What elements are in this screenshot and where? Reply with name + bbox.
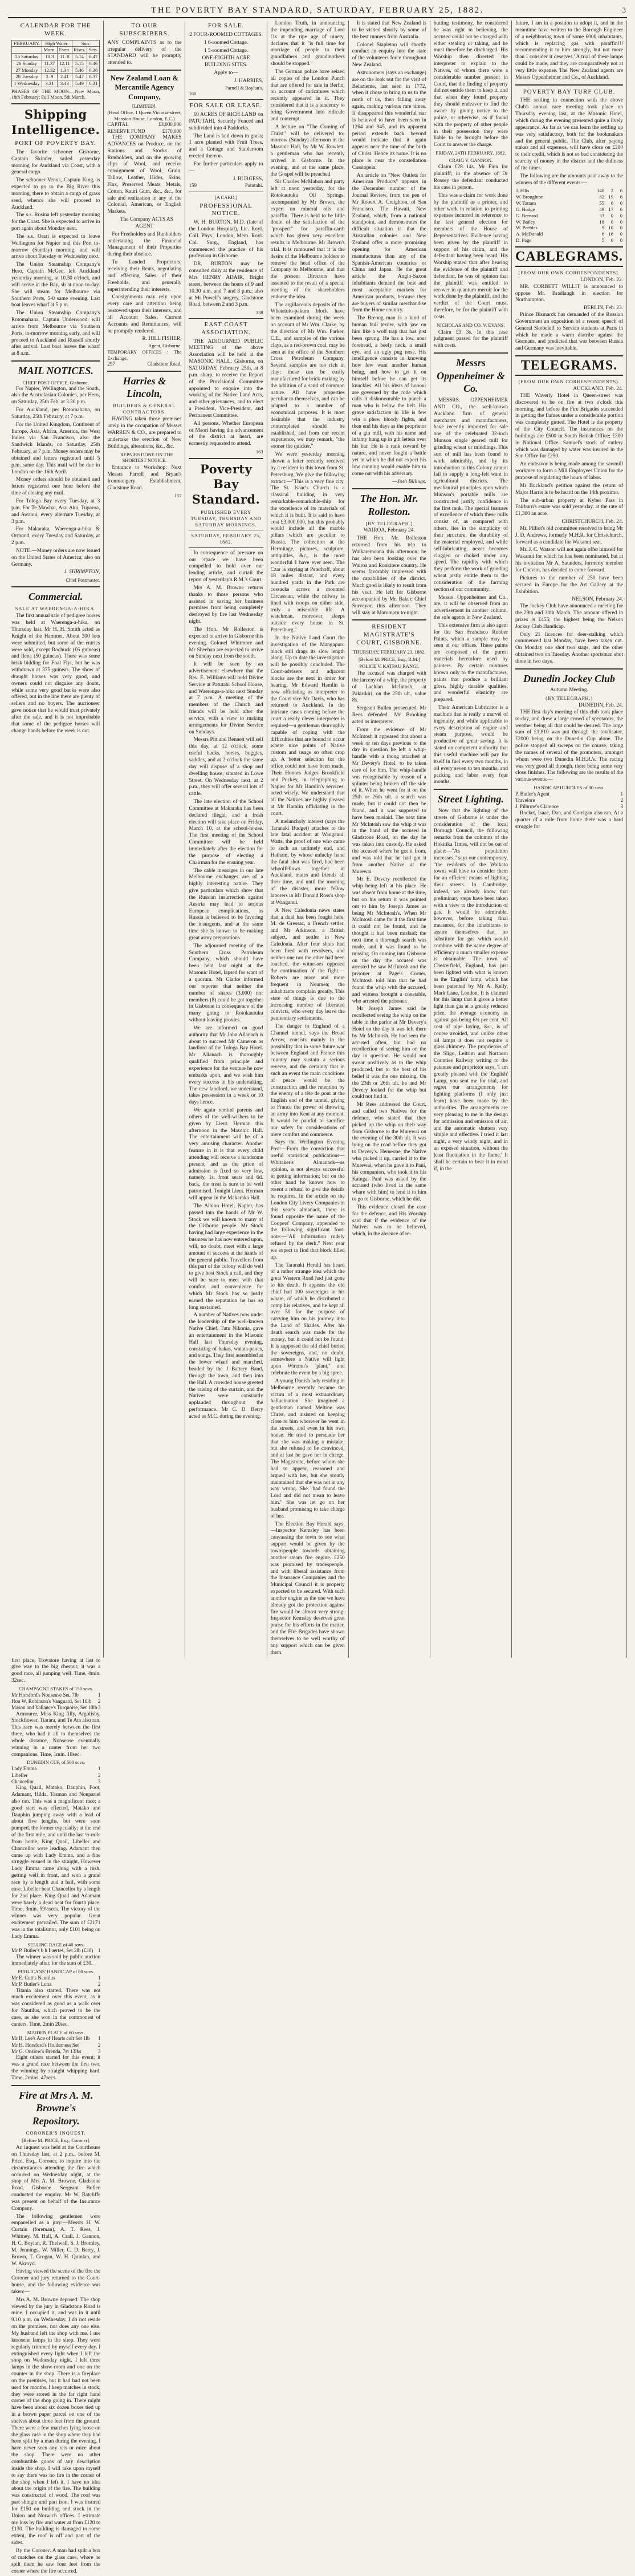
telegram-text: An endeavor is being made among the sawmill workmen to form a Mill Employees Union for the purpose of regulating the hours of labor. [515, 461, 623, 482]
dunedin-sub: Autumn Meeting. [515, 687, 623, 694]
mail-item: For the United Kingdom, Continent of Europe, Asia, Africa, America, the West Indies via San Francisco, also the Sandwich Islands, on Saturday, 25th February, at 7 p.m. Money orders may be obtained and letters registered until 5 p.m. same day. This mail will be due in London on the 16th April. [11, 422, 100, 476]
professional-text: DR. BURTON may be consulted daily at the residence of Mrs HENRY ADAIR, Bright street, between the hours of 9 and 10.30 a.m. and 7 and 8 p.m.; also at Mr Powell's surgery, Gladstone Road, between 2 and 3 p.m. [189, 261, 263, 309]
moon-phases: PHASES OF THE MOON.—New Moon, 18th February; Full Moon, 5th March. [11, 88, 100, 100]
column-3 [185, 21, 267, 1658]
court-text: From the evidence of Mr McIntosh it appeared that about a week or ten days previous to the day in question he left a whip-handle with a thong attached at Mr Devery's Hotel, to be taken care of for him. The whip-handle was recognisable by reason of a splinter being broken off the side of it. When he went for it on the 25th or 26th ult. a search was made, but it could not then be found, and it was supposed to have been mislaid. The next time Mr McIntosh saw the whip it was in the hand of the accused in Gladstone Road, on the day he was taken into custody. He asked the accused where he got it from, and was told that he had got it from another Native at the Murewai. [352, 727, 426, 876]
turf-club-text: The following are the amounts paid away to the winners of the different events:— [515, 173, 623, 187]
loan-agency-limited: [LIMITED]. [107, 103, 181, 109]
placing-row: Mr G. Onslow's Brenda, 7st 13lbs 3 [11, 2048, 100, 2055]
calendar-sub-header: Rises. [72, 47, 87, 54]
forsale-agent-addr: Parnell & Boylan's. [189, 85, 263, 91]
table-row: G. Hodge 49 17 6 [515, 206, 623, 213]
race-text: Eight others started for this event; it was a grand race between the first two, the winning by straight whipping hard. Time, 2mins. 47secs. [11, 2055, 100, 2082]
page-number: 3 [622, 6, 626, 15]
shipping-item: The s.s. Orari is expected to leave Wellington for Napier and this Port to-morrow (Sunday) morning, and will arrive about Tuesday or Wednesday next. [11, 234, 100, 261]
mail-heading: MAIL NOTICES. [11, 364, 100, 378]
column-1 [8, 21, 104, 1658]
street-lighting-heading: Street Lighting. [434, 793, 508, 806]
race-text: Armourer, Miss King filly, Argolisby, Stockfiower, Tiarara, and Te Ata also ran. This race was merely between the first three, who had it all to themselves the whole distance, Nonsense eventually winning in a canter from her two companions. Time, 1min. 18sec. [11, 1711, 100, 1759]
oppenheimer-text: Their American Lubricator is a machine that is really a marvel of ingenuity, and while applicable to every description of engine and steam purpose, would be productive of great saving. It is stated on competent authority that this useful machine will pay for itself in fuel every two months, in oil every seven to ten months, and packing and labor every four months. [434, 705, 508, 786]
cablegrams-sub: [FROM OUR OWN CORRESPONDENTS]. [515, 270, 623, 276]
standard-heading: Poverty Bay Standard. [189, 462, 263, 507]
telegram-text: Pictures to the number of 250 have been secured in Europe for the Art Gallery at the Exhibition. [515, 575, 623, 596]
calendar-row: 27 Monday 12.32 1.34 5.46 6.38 [12, 67, 100, 74]
placing-row: Mr P. Butler's Luna 2 [11, 1981, 100, 1987]
subscribers-notice: ANY COMPLAINTS as to the irregular delivery of the STANDARD will be promptly attended to. [107, 40, 181, 67]
inquest-heading: CORONER'S INQUEST. [11, 2130, 100, 2136]
forsale-lease-agent: J. BURGESS, [189, 176, 263, 183]
oppenheimer-text: MESSRS. OPPENHEIMER AND CO., the well-known Auckland firm of general merchants and manufacturers, have recently imported for sale one of the celebrated 32-inch Munson single geared mill for grinding wheat or middlings. This sort of mill has been found to work admirably, and by its introduction to this Colony cannot fail to supply a long-felt want in agricultural districts. The mechanical principles upon which Munson's portable mills are constructed justify confidence in the first rank. The special features of excellence of which these mills consist of, as compared with others, lies in the simplicity of their structure, the durability of the material employed, and while self-lubricating, never becomes clogged or choked under any speed. The rapidity with which they perform the work of grinding wheat justly entitle them to the consideration of the farming section of our community. [434, 397, 508, 593]
news-item: In the Native Land Court the investigation of the Mangapuru block still drags its slow length along. Up to date the investigation will be possibly concluded. The Court-advisers and adjacent blocks are the next in order for hearing. Mr Edward Hamlin is now officiating as interpreter to the Court vice Mr Davis, who has returned to Auckland. In the intricate cases coming before the court a really clever interpreter is required—a gentleman thoroughly capable of coping with the difficulties that are bound to occur where nice points of Native custom and usage so often crop up. A better selection for the office could not have been made. Their Honors Judges Brookfield and Puckey, in telegraphing to Napier for Mr Hamlin's services, acted wisely. We understand that all the Natives are highly pleased at Mr Hamlin officiating in the court. [271, 635, 345, 818]
shipping-item: The favorite schooner Gisborne, Captain Skinner, sailed yesterday morning for Auckland via Coast, with a general cargo. [11, 149, 100, 176]
loan-agent-title: Agent, Gisborne. [107, 343, 181, 349]
news-item: A melancholy interest (says the Taranaki Budget) attaches to the late fatal accident at Wanganui. Watts, the proof of one who came to such an untimely end, and Hatham, by whose unlucky hand the fatal shot was fired, had been schoolfellows together in Auckland, mates and friends all their time, and until the morning of the disaster, more fellow laborers in Mr Donald Ross's shop at Wanganui. [271, 819, 345, 907]
court-text: This evidence closed the case for the defence, and His Worship said that if the evidence of the Natives was to be believed, which, in the absence of re- [352, 1204, 426, 1238]
winners-table [515, 188, 623, 243]
table-row: D. Page 5 6 0 [515, 237, 623, 244]
table-row: A. McDonald 6 16 0 [515, 231, 623, 237]
news-item: London Truth, in announcing the impending marriage of Lord Ox at the ripe age of ninety, declares that it "is full time for marriage of people to their grandfathers and grandmothers should be stopped." [271, 21, 345, 68]
telegrams-sub: (FROM OUR OWN CORRESPONDENTS). [515, 379, 623, 385]
mail-item: For Auckland, per Rotomahana, on Saturday, 25th February, at 7 p.m. [11, 407, 100, 421]
calendar-row: 26 Sunday 11.37 12.11 5.15 6.46 [12, 60, 100, 67]
loan-agency-office: (Head Office, 1 Queen Victoria-street, Mansion House, London, E.C.) [107, 109, 181, 121]
mail-item: For Tologa Bay every Tuesday, at 3 p.m. For Te Mawhai, Aku Aku, Tuparoa, and Awanui, every alternate Tuesday, at 3 p.m. [11, 498, 100, 525]
news-item: The Breong man is a kind of human bull terrier, with jaw on him like a wolf trap that has just been sprung. He has a low, sour forehead, a beefy neck, a small eye, and an ugly pug nose. His intelligence consists in knowing how few want another human being, and how to get it on himself before he can get its knuckles. All his ideas of honour are governed by the code which calls it dishonourable to punch a man who is below the belt. His grave satisfaction in life is few win a phew bloody fights, and then end his days as the proprietor of a gin mill, with his name and infamy hung up in gilt letters over his bar. He is a rank coward by nature, and never fought a battle yet in which he did not expect his low cunning would enable him to come out with his adversary. [352, 315, 426, 477]
east-coast-text: THE ADJOURNED PUBLIC MEETING of the above Association will be held at the MASONIC HALL, Gisborne, on SATURDAY, February 25th, at 8 p.m. sharp, to receive the Report of the Provisional Committee appointed to enquire into the working of the Native Land Acts, and other grievances, and to elect a President, Vice-President, and Permanent Committee. [189, 339, 263, 420]
placing-row: Mr P. Butler's b h Laertes, Set 2lb (£30) 1 [11, 1948, 100, 1954]
harries-heading: Harries & Lincoln, [107, 375, 181, 400]
loan-address: 297 Gladstone Road. [107, 361, 181, 367]
news-item: Mrs A. M. Browne returns thanks to those persons who assisted in saving her business premises from being completely destroyed by fire last Wednesday night. [189, 585, 263, 626]
oppenheimer-text: This extensive firm is also agent for the San Francisco Rubber Paints, which a sample may be seen at our offices. These paints are composed of the purest materials heretofore used by painters. By certain mixtures known only to the manufacturers, paints that produce a brilliant gloss, highly durable qualities, and wonderful elasticity are prepared. [434, 623, 508, 704]
newspaper-title: THE POVERTY BAY STANDARD, SATURDAY, FEBRUARY 25, 1882. [8, 6, 627, 15]
table-row: G. Bernard 33 0 0 [515, 213, 623, 219]
telegram-place: CHRISTCHURCH, Feb. 24. [515, 519, 623, 526]
quote-attribution: —Josh Billings. [352, 479, 426, 486]
news-item: The cable messages in our late Melbourne exchanges are of a highly interesting nature. They give particulars which show that the Russian insurrection against Austria may lead to serious European complications, as Russia is believed to be favoring the insurgents, and at the same time she is known to be making great army preparations. [189, 868, 263, 942]
calendar-table [11, 40, 100, 87]
shipping-item: The Union Steamship Company's Hero, Captain McGee, left Auckland yesterday morning, at 10.30 o'clock, and will arrive in the Bay, sh at noon to-day. She will steam for Melbourne via Southern Ports, 5-0 same evening. Last boat leaves wharf at 5 p.m. [11, 262, 100, 309]
court-case: POLICE V. KATPAU RANGI. [352, 663, 426, 670]
news-item: The late election of the School Committee at Makaraka has been declared illegal, and a fresh election will take place on Friday, March 10, at the school-house. The first meeting of the School Committee will be held immediately after the election for the purpose of electing a Chairman for the ensuing year. [189, 799, 263, 866]
post-office: CHIEF POST OFFICE, Gisborne. [11, 380, 100, 386]
table-row: W. Bailey 18 0 0 [515, 219, 623, 225]
dunedin-heading: Dunedin Jockey Club [515, 672, 623, 685]
professional-text: W. H. BURTON, M.D. (late of the London Hospital), Lic. Royl. Coll. Phys., London; Mem. Royl. Col. Surg., England, has commenced the practice of his profession in Gisborne. [189, 220, 263, 260]
news-item: It is stated that New Zealand is to be visited shortly by some of the best runners from Australia. [352, 21, 426, 41]
forsale-line: 1 6-roomed Cottage. [189, 40, 263, 47]
oppenheimer-text: Messrs. Oppenheimer and Co., are, it will be observed from an advertisement in another column, the sole agents in New Zealand. [434, 595, 508, 622]
news-item: In consequence of pressure on our space we have been compelled to hold over our leading article, and curtail the report of yesterday's R.M.'s Court. [189, 550, 263, 584]
court-date: THURSDAY, FEBRUARY 23, 1882. [352, 649, 426, 655]
telegram-text: THE Waverly Hotel in Queen-street was discovered to be on fire at two o'clock this morning, and before the Fire Brigades succeeded in getting the flames under a considerable portion was completely gutted. The Hotel is the property of the City Council. The insurances on the buildings are £500 in South British Office; £300 in National Office. Samuel's stock of cutlery which was damaged by water was insured in the Sun Office for £250. [515, 393, 623, 460]
race-heading: CHAMPAGNE STAKES of 150 sovs. [11, 1686, 100, 1692]
shipping-port: PORT OF POVERTY BAY. [11, 140, 100, 148]
news-item: The Taranaki Herald has heard of a rather strange idea which the great Western Road had just gone to his death. It appears the old chief had 100 sovereigns in his whare, of which he distributed a comp his relatives, and he kept all over 50 for the purpose of carrying him on his journey into the Land of Shades. After his death search was made for the money, but it could not be found. It is supposed the old chief buried the sovereigns, and, no doubt, somewhere a Native will light upon Wiremu's "plant," and celebrate the event by a big spree. [271, 1263, 345, 1377]
news-item: We again remind parents and others of the well-wishers to be given by Lieut. Herman this afternoon in the Masonic Hall. The entertainment will be of a very amusing character. Another feature in it is that every child attending will receive a handsome present, and as the price of admission is fixed so very low, namely, 1s. front seats and 6d. back, the treat is sure to be well patronised. Tonight Lieut. Herman will appear in the Makaraka Hall. [189, 1108, 263, 1202]
forsale-agent: J. HARRIES, [189, 78, 263, 85]
telegram-text: Mr. J. C. Watson will not again offer himself for Wakanui for which he has been nominated, but at his invitation Mr A. Saunders, formerly member for Cheviot, has decided to come forward. [515, 547, 623, 574]
standard-date: SATURDAY, FEBRUARY 25, 1882. [189, 533, 263, 545]
dunedin-text: first place, Trovatore having at last to give way to the big chesnut; it was a good race, all jumping well. Time, 4min. 32sec. [11, 1658, 100, 1685]
news-item: Says the Wellington Evening Post:—From the conviction that useful statistical publications—Whitaker's Almanack—as opinion, is not always successful in getting information; but on the other hand he knows how to resent a refusal to give the details he requires. In the article on the London City Livery Companies in this year's almanack, there is found opposite the name of the Coopers' Company, appended to the following significant foot-note:—"All information rudely refused by the clerk." Next year we expect to find that block filled up. [271, 1139, 345, 1261]
harries-text: HAVING taken those premises lately in the occupation of Messrs WARREN & CO., are prepared to undertake the erection of New Buildings, alterations, &c., &c. [107, 416, 181, 450]
telegram-text: The sub-urban property at Kyber Pass in Fairburn's estate was sold yesterday, at the rate of £1,300 an acre. [515, 498, 623, 518]
race-text: The winner was sold by public auction immediately after, for the sum of £30. [11, 1954, 100, 1968]
cable-place: BERLIN, Feb. 23. [515, 305, 623, 312]
court-case: CRAIG V. GANNON. [434, 157, 508, 164]
calendar-water-header: High Water. [42, 40, 72, 47]
news-item: Colonel Stapleton will shortly conduct an enquiry into the state of the volunteers force throughout New Zealand. [352, 42, 426, 69]
fire-heading: Fire at Mrs A. M. Browne's Repository. [11, 2089, 100, 2128]
inquest-before: [Before M. PRICE, Esq., Coroner]. [11, 2137, 100, 2144]
professional-heading: PROFESSIONAL NOTICE. [189, 202, 263, 218]
shipping-heading: Shipping Intelligence. [11, 107, 100, 137]
telegrams-heading: TELEGRAMS. [515, 355, 623, 376]
court-text: butting testimony, he considered he was right in believing, the accused could not be charged with either stealing or taking, and he must therefore be discharged. His Worship then directed the interpreter to explain to the Natives, of whom there were a considerable number present in Court, that the finding of property did not entitle them to keep it, and that when they found property they should endeavor to find the owner by giving notice to the police, or otherwise, as if found with the property of other people in their possession they were liable to be brought before the Court to answer the charge. [434, 21, 508, 149]
calendar-row: 28 Tuesday 2. 9 2.41 5.47 6.37 [12, 74, 100, 80]
east-coast-text: All persons, Whether European or Maori having the advancement of the district at heart, are earnestly requested to attend. [189, 421, 263, 448]
table-row: W. Broughton 82 19 6 [515, 194, 623, 200]
loan-agency-text: The Company ACTS AS AGENT [107, 217, 181, 230]
news-item: The Election Bay Herald says:—Inspector Kemsley has been canvassing the town to see what support would be given by the townspeople towards obtaining another steam fire engine. £250 was promised by tradespeople, and with liberal assistance from the Insurance Companies and the Municipal Council it is properly expected to be secured. With such another engine as the one we have already got the protection against fire would be almost very strong. Inspector Kemsley deserves great praise for his efforts in the matter, and the Fire Brigades have shown themselves to be well worthy of any support which can be given them. [271, 1522, 345, 1657]
east-coast-number: 163 [189, 449, 263, 455]
calendar-sun-header: Sun. [72, 40, 100, 47]
news-item: The argillaceous deposits of the Whatatutu-pakura block have been examined during the week on account of Mr Wm. Clarke, by the direction of Mr Wm. Parker, C.E., and samples of the various clays, as a red-brown coal, may be seen at the office of the Southern Cross Petroleum Company. Several samples are too rich in clay; these can be easily manufactured for brick-making by the addition of a sand of common nature. All have properties peculiar to themselves, and can be adapted to a number of economical purposes. It is most desirable that the industry contemplated should be established, and from our recent experience, we may remark, "the sooner the quicker." [271, 302, 345, 451]
inquest-text: An inquest was held at the Courthouse on Thursday last, at 2 p.m., before M. Price, Esq., Coroner, to inquire into the circumstances attending the fire which occurred on Wednesday night, at the shop of Mrs A. M. Browne, Gladstone Road, Gisborne. Sergeant Bullen conducted the enquiry. Mr W. Ratcliffe was present on behalf of the Insurance Company. [11, 2145, 100, 2212]
court-text: Claim £28 14s. Mr Finn for plaintiff; in the absence of Dr Rossey the defendant conducted his case in person. [434, 164, 508, 191]
dunedin-text: THE first day's meeting of this club took place to-day, and drew a large crowd of spectators, the weather being all that could be desired. The large sum of £1,810 was put through the totalisator, £2000 being on the Dunedin Cup alone. The police stopped all sweeps on the course, taking the names of several of the promoters, amongst whom were two Dunedin M.H.R.'s. The racing was very good all through, there being some very close finishes. The following are the results of the various events:— [515, 709, 623, 784]
forsale-line: ONE-EIGHTH ACRE BUILDING SITES. [189, 55, 263, 69]
telegram-text: Mr Buckland's petition against the return of Major Harris is to be heard on the 14th proximo. [515, 483, 623, 497]
turf-club-text: THE settling in connection with the above Club's annual race meeting took place on Thursday evening last, at the Masonic Hotel, which during the evening presented quite a lively appearance. As far as we can learn the settling up was very satisfactory, both for the bookmakers and the general public. The Club, after paying stakes and all expenses, will have close on £300 to their credit, which is not so bad considering the scarcity of money in the district and the dullness of the times. [515, 98, 623, 172]
dunedin-telegraph: (BY TELEGRAPH.) [515, 695, 623, 701]
forsale-lease-heading: FOR SALE OR LEASE. [189, 102, 263, 110]
loan-agency-text: To Landed Proprietors, receiving their Rents, negotiating and effecting Sales of their Freeholds, and generally superintending their interests. [107, 259, 181, 293]
rolleston-sub: [BY TELEGRAPH.] [352, 521, 426, 527]
forsale-line: 2 FOUR-ROOMED COTTAGES. [189, 32, 263, 39]
telegram-text: Only 21 licences for deer-stalking which commenced last Monday, have been taken out. On Monday one shot two stags, and the other obtained two on Tuesday. Another sportsman shot three in two days. [515, 632, 623, 666]
cable-text: Prince Bismarck has demanded of the Russian Government an exposition of a recent speech of General Skobeleff to Servian students at Paris in which he made a warm diatribe against the Germans, and predicted that war between Russia and Germany was inevitable. [515, 312, 623, 352]
subscribers-heading: TO OUR SUBSCRIBERS. [107, 22, 181, 38]
telegram-place: AUCKLAND, Feb. 24. [515, 386, 623, 393]
news-item: A New Caledonia news states that a duel has been fought here. M. de Gressac, a French settler, and Mr Atkinson, a British subject, and settler in New Caledonia. After four shots had been fired with revolvers, and neither one nor the other had been touched, the witnesses opposed the continuation of the fight.—Roberts are more and more frequent in Noumea; the inhabitants complain greatly. This state of things is due to the increasing number of liberated convicts, who every day leave the penitentiary settlements. [271, 908, 345, 1023]
street-lighting-text: Now that the lighting of the streets of Gisborne is under the consideration of the local Borough Council, the following remarks from the columns of the Hokitika Times, will not be out of place:—"As population increases," says our contemporary, "the residents of the Waikato towns will have to consider them for an efficient means of lighting their streets. In Cambridge, indeed, we already know that preliminary steps have been taken with a view to the introduction of gas. It would be admirable, however, before taking final measures, for the inhabitants to assure themselves that no substitute for gas which would combine with the same degree of efficiency a much smaller expense is obtainable. The town of Chesterfield, England, has just been lighted with what is known as the 'English' lamp, which has been patented by Mr A. Kelly, Mark Lane, London. It is claimed for this lamp that it gives a better light than gas at a greatly reduced price, the average economy as against gas being 6¼ per cent. All cost of pipe laying, &c., is of course avoided, and unlike other oil lamps it does not require a glass chimney. The proprietors of the Sligo, Leitrim and Northern Counties Railway writing to the patentee and proprietor says, 'I am greatly pleased with the 'English' Lamp, you sent me for trial, and regret our arrangements for lighting platforms (I only just learn) have been made by the authorities. The arrangements are very pleasing to me in the design for admission and emission of air, and the automatic shutters very simple and effective. I tried it last night, a very windy night, and in an exposed situation, without the least fluctuation in the flame.' It shall be certain to bear it in mind if, in the [434, 808, 508, 1173]
calendar-sub-header: Morn. [42, 47, 57, 54]
placing-row: Mr Horsford's Nonsense Set. 7lb 1 [11, 1692, 100, 1698]
court-case: NICHOLAS AND CO. V. EVANS. [434, 322, 508, 328]
cablegrams-heading: CABLEGRAMS. [515, 246, 623, 267]
commercial-text: The first annual sale of pedigree horses was held at Waerenga-a-hika, on Thursday last. Mr H. H. Smith acted as Knight of the Hammer. About 300 lots were submitted, but some of the entries were sold, except Rochuck (£6 guineas) and Ilena (50 guineas). There was some brisk bidding for Foal Flyt, but he was withdrawn at 375 guineas. The show of draught horses was very good, and owners could not disguise any doubt, while some very good backs were also offered, but in the line there are plenty of sellers and no buyers. The auctioneer gave notice that he would trust privately after the sale, and it is not improbable that some of the pedigree horses will change hands before the week is out. [11, 613, 100, 735]
harries-repairs: REPAIRS DONE ON THE SHORTEST NOTICE. [107, 452, 181, 464]
calendar-row: 25 Saturday 10.3 11. 0 5.14 6.47 [12, 54, 100, 60]
masthead [8, 3, 627, 18]
loan-agency-heading: New Zealand Loan & Mercantile Agency Company, [107, 74, 181, 102]
placing-row: Libeller 2 [11, 1772, 100, 1779]
race-heading: HANDICAP HURDLES of 80 sovs. [515, 785, 623, 791]
professional-number: 138 [189, 310, 263, 316]
placing-row: Mr H. Horsford's Holderness Set 2 [11, 2042, 100, 2048]
column-2 [104, 21, 185, 1658]
forsale-lease-text: The Land is laid down in grass; 1 acre planted with Fruit Trees, and a Cottage and Stableroom erected thereon. [189, 133, 263, 160]
race-heading: PUBLICANS' HANDICAP of 80 sovs. [11, 1969, 100, 1975]
temporary-offices: TEMPORARY OFFICES : The Exchange, [107, 349, 181, 361]
standard-sub: PUBLISHED EVERY TUESDAY, THURSDAY AND SATURDAY MORNINGS. [189, 509, 263, 528]
calendar-sub-header: Sets. [87, 47, 100, 54]
forsale-lease-addr: 159 Patutahi. [189, 182, 263, 189]
inquest-text: Having viewed the scene of the fire the Coroner and jury returned to the Court-house, and the following evidence was taken:— [11, 2269, 100, 2295]
inquest-text: The following gentlemen were empanelled as a jury:—Messrs H. W. Curtain (foreman), A. T. Rees, J. Whitney, M. Hall, A. Crall, J. Gannon, H. C. Boylan, R. Thelwall, S. J. Bromley, M. Jennings, W. Miller, C. D. Berry, J. Brown, T. Grogan, W. H. Quinlan, and W. Akroyd. [11, 2214, 100, 2268]
court-text: Claim £3 3s. In this case judgment passed for the plaintiff with costs. [434, 330, 508, 350]
forsale-lease-text: 10 ACRES OF RICH LAND on PATUTAHI, Securely Fenced and subdivided into 4 Paddocks. [189, 112, 263, 132]
placing-row: P. Butler's Agent 1 [515, 791, 623, 797]
mail-item: For Napier, Wellington, and the South, also the Australasian Colonies, per Hero, on Saturday, 25th Feb, at 3.30 p.m. [11, 386, 100, 407]
placing-row: Chancellor 3 [11, 1779, 100, 1785]
calendar-month-header: FEBRUARY. [12, 40, 42, 47]
placing-row: Lady Emma 1 [11, 1766, 100, 1772]
news-item: A number of Natives now under the leadership of the well-known Native Chief, Tutu Nikonia, gave an entertainment in the Masonic Hall last Thursday evening, consisting of hakas, waiata-paoes, and songs. They first assembled at the lower wharf and marched, headed by the J Battery Band, through the town, and then into the Hall. A crowded house greeted the raising of the curtain, and the Natives were constantly applauded throughout the performance. Mr C. D. Berry acted as M.C. during the evening. [189, 1312, 263, 1421]
reserve-row: RESERVE FUND £170,000 [107, 128, 181, 135]
calendar-heading: CALENDAR FOR THE WEEK. [11, 22, 100, 38]
news-item: The adjourned meeting of the Southern Cross Petroleum Company, which should have been held last night at the Masonic Hotel, lapsed for want of a quorum. Mr Clarke informed our reporter that neither the number of shares (3,000) nor members (8) could be got together in Gisborne in consequence of the many going to Rotokautuku without leaving proxies. [189, 943, 263, 1024]
court-text: Mr Joseph James said he recollected seeing the whip on the table in the parlor at Mr Devery's Hotel on the day it was left there by Mr McIntosh. He had seen the accused often, but had no recollection of seeing him on the day in question. He would not swear positively as to the whip produced, but to the best of his belief it was the one missing. On the 23th or 26th ult. he and Mr Devery looked for the whip but could not find it. [352, 1006, 426, 1101]
placing-row: J. Pilbrow's Clarence 3 [515, 804, 623, 810]
table-row: W. Tattam 55 0 0 [515, 200, 623, 206]
commercial-subheading: SALE AT WAERENGA-A-HIKA. [11, 606, 100, 612]
inquest-text: Mrs A. M. Browne deposed: The shop viewed by the jury in Gladstone Road is mine. I occupied it, and was in it until 9.10 p.m. on Wednesday. I do not reside on the premises, nor does any one else. My husband left the shop with me. I use kerosene lamps in the shop. They were regularly trimmed by myself every day. I extinguished every light when I left the shop on Wednesday night. I left three lamps in the show-room and one on the counter in the shop. There is a fireplace on the premises, but it had had not been used for months. I keep matches in stock; they were stored in the far right hand corner of the shop going in. There might have been about six dozen boxes tied up in a brown paper parcel on one of the shelves about three feet from the ground. There were a few matches lying loose on the glass case in the shop where they had been split by a man during the evening. I have never seen any rats or mice about the shop. There were no other combustible goods of any description inside the shop. I will take upon myself to say there was no fire in the corner of the shop when I left it. I have no idea about the origin of the fire. The building was constructed of wood. The roof was part shingle and part iron. I was insured for £150 on building and stock in the Union and Norwich offices. I estimate my loss by fire and water at from £120 to £130. The building is damaged to some extent, the roof is off and part of the sides. [11, 2297, 100, 2547]
court-heading: RESIDENT MAGISTRATE'S COURT, GISBORNE. [352, 623, 426, 647]
column-6 [430, 21, 512, 1658]
table-row: W. Peebles 9 10 0 [515, 225, 623, 231]
commercial-heading: Commercial. [11, 590, 100, 603]
calendar-sub-header: Even. [58, 47, 72, 54]
rolleston-heading: The Hon. Mr. Rolleston. [352, 492, 426, 518]
court-text: Mr E. Devery recollected the whip being left at his place. He was absent from home at the time, but on his return it was pointed out to him by Joseph James as being Mr McIntosh's. When Mr McIntosh came for it the first time it could not be found, and he thought it had been mislaid; the next time a thorough search was made, and it was found to be missing. On coming into Gisborne on the day the accused was arrested he saw McIntosh and the prisoner at Page's Corner. McIntosh told him that he had found the whip with the accused, and witness brought a constable, who arrested the prisoner. [352, 877, 426, 1005]
rolleston-place: WAIROA, February 24. [352, 528, 426, 534]
street-lighting-text: future, I am in a position to adopt it, and in the meantime have written to the Borough Engineer of a neighboring town of some 6000 inhabitants, which is replacing gas with paraffin!!! recommending it to him strongly, but not more than I consider it deserves.' A trial of these lamps could be made, and they are comparatively not at very little expense. The New Zealand agents are Messrs Oppenheimer and Co., of Auckland. [515, 21, 623, 82]
race-text: Titania also started. There was not much excitement over this event, as it was considered as good as a walk over for Nautilus, which proved to be the case, as she won in the commonest of canters. Time, 2min 20sec. [11, 1988, 100, 2029]
race-text: King Quail, Matako, Dauphin, Foot, Adamant, Hilda, Tasman and Nonpariel also ran. This was a magnificent race; a good start was effected, Matako and Dauphin jumping away with a lead of about five lengths, but were soon pumped, the former especially; at the end of the first mile, and until the last ½-mile from home, King Quail, Libeller and Chancellor were leading. Adamant then came up with Lady Emma, and a fine struggle ensued in the straight. However Lady Emma came along with a rush, getting well in front, and won a grand race by a length and a half, with some ease. Libeller beat Chancellor by a length for 2nd place. King Quail and Adamant were barely a dead heat for fourth place. Time, 3min. 59½secs. The victory of the winner was very popular. Great excitement prevailed. The sum of £2171 was in the totalisator, only £101 being on Lady Emma. [11, 1785, 100, 1940]
column-8 [8, 1658, 104, 2576]
news-item: The German police have seized all copies of the London Punch that are offered for sale in Berlin, on account of caricatures which recently appeared in it. They considered that it is a tendency to bring Government into ridicule and contempt. [271, 69, 345, 123]
table-row: J. Ellis 140 2 6 [515, 188, 623, 194]
inquest-text: By the Coroner: A man had spilt a box of matches on the glass case, where he spilt them he saw four feet from the corner where the fire occurred. [11, 2548, 100, 2575]
news-item: We are informed on good authority that Mr John Allanach is about to succeed Mr Cameron as landlord of the Tologa Bay Hotel. Mr Allanach is thoroughly qualified from principle and experience for the venture he now embarks upon, and we wish him every success in his undertaking. The new landlord, we understand, takes possession in a week or 10 days hence. [189, 1025, 263, 1106]
forsale-line: Apply to— [189, 70, 263, 77]
court-date: FRIDAY, 24TH FEBRUARY, 1882. [434, 150, 508, 156]
placing-row: Mason and Vallance's Turquoise, Set 10lb 3 [11, 1705, 100, 1711]
news-item: We were yesterday morning shown a letter recently received by a resident in this town from St. Petersburg. We give the following extract:—"This is a very fine city. The St. Isaac's Church is a classical building in very remarkable-remarkable-ship for the excellence of its materials of which it is built. It is said to have cost £3,000,000, but this probably would include all the marble pillars which are peculiar to Russia. The collection at the Hermitage, pictures, sculpture, antiquities, &c., is the most wonderful I have ever seen. The Czar is staying at Peterhoff, about 18 miles distant, and every hundred yards in the Park are cossacks across a mounted Circassian, while the railway is lined with troops on either side, truly a miserable life. A watchman, moreover, sleeps outside every house in St. Petersburg." [271, 452, 345, 634]
news-item: A young Danish lady residing in Melbourne recently became the victim of a most extraordinary hallucination. She imagined a gentleman named Meltroe was Christ, and insisted on keeping close to him wherever he went in the streets, and even in his own house. He tried to persuade her that she was making a mistake, but she refused to be convinced, and at last he gave her in charge. The Magistrate, before whom she had to appear, reasoned and argued with her, but she stoutly maintained that she was not in any way wrong. She "had found the Lord and did not mean to leave him." She was let go on her husband promising to take charge of her. [271, 1378, 345, 1520]
news-item: An article on "New Outlets for American Products" appears in the December number of the Journal Review, from the pen of Mr Robert A. Creighton, of San Francisco. The Hawaii, New Zealand, which, from a national standpoint, and demonstrates the difficult situation is that the Australian colonies and New Zealand offer a more promising opening for American manufactures than any of the Spanish-American countries or China and Japan. He the great article the Anglo-Saxon inhabitants demand the best and most acceptable markets for American products, because they are buyers of similar merchandise from the Home country. [352, 173, 426, 315]
placing-row: Travelore 2 [515, 797, 623, 804]
placing-row: Mr B. Lee's Ace of Hearts colt Set 1lb 1 [11, 2035, 100, 2042]
placing-row: Mr E. Cutt's Nautilus 1 [11, 1975, 100, 1981]
east-coast-heading: EAST COAST ASSOCIATION. [189, 321, 263, 337]
forsale-lease-text: For further particulars apply to— [189, 161, 263, 175]
column-7 [512, 21, 627, 1658]
news-item: The Hon. Mr Rolleston is expected to arrive in Gisborne this evening. Colonel Whitmore and Mr Sheehan are expected to arrive on Sunday next from the south. [189, 627, 263, 660]
shipping-item: The s.s. Rosina left yesterday morning for the Coast. She is expected to arrive in port again about Monday next. [11, 212, 100, 233]
forsale-number: 160 [189, 91, 263, 97]
court-before: [Before M. PRICE, Esq., R.M.] [352, 656, 426, 663]
telegram-place: NELSON, February 24. [515, 597, 623, 603]
placing-row: Hon W. Robinson's Vanguard, Set 10lb 2 [11, 1698, 100, 1705]
capital-row: CAPITAL £3,000,000 [107, 121, 181, 128]
postmaster-signature: J. SHRIMPTON, [11, 569, 100, 576]
page-columns [8, 21, 627, 823]
loan-agency-text: For Freeholders and Runholders undertaking the Financial Management of their Properties during their absence. [107, 232, 181, 258]
news-item: Sir Charles McMahon and party left at noon yesterday, for the Rotokautuku Oil Springs, accompanied by Mr Brown, the expert on mineral oils and paraffin. There is held to be little doubt of the satisfaction of the "prospect" for paraffin-earth which has given very excellent results in Melbourne. Mr Brown's trial. It is rumoured that it is the desire of the Melbourne holders to remove the head office of the Company to Melbourne, and that the present Directors have assented to the result of a special meeting of the shareholders endorse the idea. [271, 179, 345, 301]
shipping-item: The schooner Venus, Captain King, is expected to go to the Big River this morning, there to obtain a cargo of grass seed, whence she will proceed to Auckland. [11, 177, 100, 211]
cable-place: LONDON, Feb. 22. [515, 277, 623, 284]
loan-agency-text: THE COMPANY MAKES ADVANCES on Produce, on the Stations and Stocks of Runholders, and on the growing clips of Wool, and receive consignment of Wool, Grain, Tallow, Leather, Hides, Skins, Flax, Preserved Meats, Metals, Cotton, Kauri Gum, &c., &c., for sale and realization in any of the Colonial, American, or English Markets. [107, 135, 181, 216]
forsale-line: 1 5-roomed Cottage. [189, 48, 263, 55]
court-text: The accused was charged with the larceny of a whip, the property of Lachlan McIntosh, at Pakirikiri, on the 25th ult., value 8s. [352, 671, 426, 704]
mail-item: For Makaraka, Waerenga-a-hika & Ormond, every Tuesday and Saturday, at 2 p.m. [11, 526, 100, 547]
race-heading: DUNEDIN CUP, of 500 sovs. [11, 1759, 100, 1766]
oppenheimer-heading: Messrs Oppenheimer & Co. [434, 356, 508, 395]
loan-agent-name: R. HILL FISHER, [107, 336, 181, 343]
dunedin-place: DUNEDIN, Feb. 24. [515, 703, 623, 709]
dunedin-text: Rocket, Isaac, Dan, and Corrigan also ran. At a quarter of a mile from home there was a hard struggle for [515, 810, 623, 831]
news-item: It will be seen by an advertisement elsewhere that the Rev. E. Williams will hold Divine Service at Patutahi School House, and Waerenga-a-hika next Sunday at 7 p.m. A meeting of the members of the Church and friends will be held after the service, with a view to making arrangements for Divine Service on Sundays. [189, 662, 263, 736]
harries-number: 157 [107, 493, 181, 499]
court-text: Sergeant Bullen prosecuted. Mr Rees defended. Mr Brooking acted as interpreter. [352, 705, 426, 726]
race-heading: MAIDEN PLATE of 60 sovs. [11, 2030, 100, 2036]
news-item: The danger to England of a Channel tunnel, says the Broad Arrow, consists mainly in the possibility that in some future war between England and France this country may sustain a serious reverse, and the certainty that in such an event the main conditions of peace would be the construction and the retention by the enemy of a tête de pont at the English end of the tunnel, giving to France the power of throwing an army into Kent at any moment. It would be painful to sacrifice our safety for considerations of mere comfort and commerce. [271, 1024, 345, 1138]
calendar-row: 1 Wednesday 3.31 3.43 5.49 6.31 [12, 80, 100, 87]
card-label: [A CARD.] [189, 194, 263, 201]
news-item: The Albion Hotel, Napier, has passed into the hands of Mr W. Stock we will known to many of the Gisborne people. Mr Stock having had large experience in the business he has now entered upon, will, no doubt, meet with a large amount of success at the hands of the general public. Travellers from this part of the colony will do well to give host Stock a call, and they will be sure to meet with that comfort and convenience for which Mr Stock has so justly earned the reputation he has so long sustained. [189, 1203, 263, 1312]
loan-agency-text: Consignments may rely upon every care and attention being bestowed upon their interests, and all Account Sales, Current Accounts and Remittances, will be promptly rendered. [107, 294, 181, 335]
news-item: A lecture on "The Coming of Christ" will be delivered to-morrow (Sunday) afternoon in the Masonic Hall, by Mr W. Rowlett, a gentleman who has recently arrived in Gisborne. In the evening, and at the same place, the Gospel will be preached. [271, 124, 345, 179]
court-text: Mr Rees addressed the Court, and called two Natives for the defence, who stated that they picked up the whip on their way from Gisborne to the Murewai on the evening of the 30th ult. It was lying on the road before they got to Devery's. Hemeone, the Native who picked it up, carried it to the Murewai, when he gave it to Pani, his companion, who took it to his Kainga. Pani was asked by the accused (who lived in the same whare with him) to lend it to him to go to Gisborne, which he did. [352, 1102, 426, 1203]
mail-item: NOTE.—Money orders are now issued on the United States of America; also on Germany. [11, 548, 100, 569]
news-item: Astronomers (says an exchange) are on the look out for the visit of Belazieme, last seen in 1772, when it chose to bring to us to the north of us, then falling away again, making various rare times. If disappeared this wonderful star is believed to have been seen in 1264 and 945, and its apparent period extends back beyond would indicate that it again appears near the time of the birth of Christ. Hence its name. It is no place is near the constellation Cassiopeia. [352, 70, 426, 172]
court-text: This was a claim for work done by the plaintiff as a printer, and other work in relation to printing expenses incurred in reference to the last general election for members of the House of Representatives. Evidence having been given by the plaintiff in support of his claim, and the defendant having been heard, His Worship stated that after hearing the evidence of the plaintiff and defendant, he was of opinion that the plaintiff was entitled to recover in quantum meruit for the work done by the plaintiff, and the verdict of the Court must, therefore, be for the plaintiff with costs. [434, 193, 508, 321]
forsale-heading: FOR SALE. [189, 22, 263, 30]
news-item: Messrs Pitt and Bennett will sell this day, at 12 o'clock, some useful hacks, horses, buggies, saddles, and at 2 o'clock the same day will dispose of a shop and dwelling house, situated in Lowe Street. On Wednesday next, at 2 p.m., they will offer several lots of cattle. [189, 737, 263, 798]
postmaster-title: Chief Postmaster. [11, 577, 100, 583]
telegram-text: Mr. Pilliot's old committee resolved to bring Mr J. D. Andrews, formerly M.H.R. for Christchurch, forward as a candidate for Wakanui seat. [515, 526, 623, 546]
column-5 [349, 21, 430, 1658]
harries-footer: Entrance to Workshop: Next Messrs Farrell and Bryan's Ironmongery Establishment, Gladstone Road. [107, 465, 181, 492]
race-heading: SELLING RACE of 40 sovs. [11, 1942, 100, 1948]
turf-club-heading: POVERTY BAY TURF CLUB. [515, 88, 623, 96]
cable-text: MR. CORBETT WILLIT is announced to oppose Mr. Bradlaugh in election for Northampton. [515, 284, 623, 305]
telegram-text: The Jockey Club have announced a meeting for the 29th and 30th March. The amount offered in prizes is £455; the highest being the Nelson Jockey Club Handicap. [515, 603, 623, 630]
harries-subheading: BUILDERS & GENERAL CONTRACTORS. [107, 403, 181, 415]
shipping-item: The Union Steamship Company's Rotomahana, Captain Underwood, will arrive from Melbourne via Southern Ports, to-morrow morning early, and will proceed to Auckland and Russell shortly after arrival. Last boat leaves the wharf at 8 a.m. [11, 310, 100, 358]
rolleston-text: THE Hon. Mr. Rolleston returned from his trip to Waikaremoana this afternoon; he has also been looking over the Wairoa and Ronkitere country. He seems favorably impressed with the capabilities of the district. Much good is likely to result from his visit. He left for Gisborne accompanied by Mr. Baker, Chief Surveyor, this afternoon. They will stay at Marumaru to-night. [352, 536, 426, 616]
column-4 [267, 21, 349, 1658]
mail-item: Money orders should be obtained and letters registered one hour before the time of closing any mail. [11, 477, 100, 497]
